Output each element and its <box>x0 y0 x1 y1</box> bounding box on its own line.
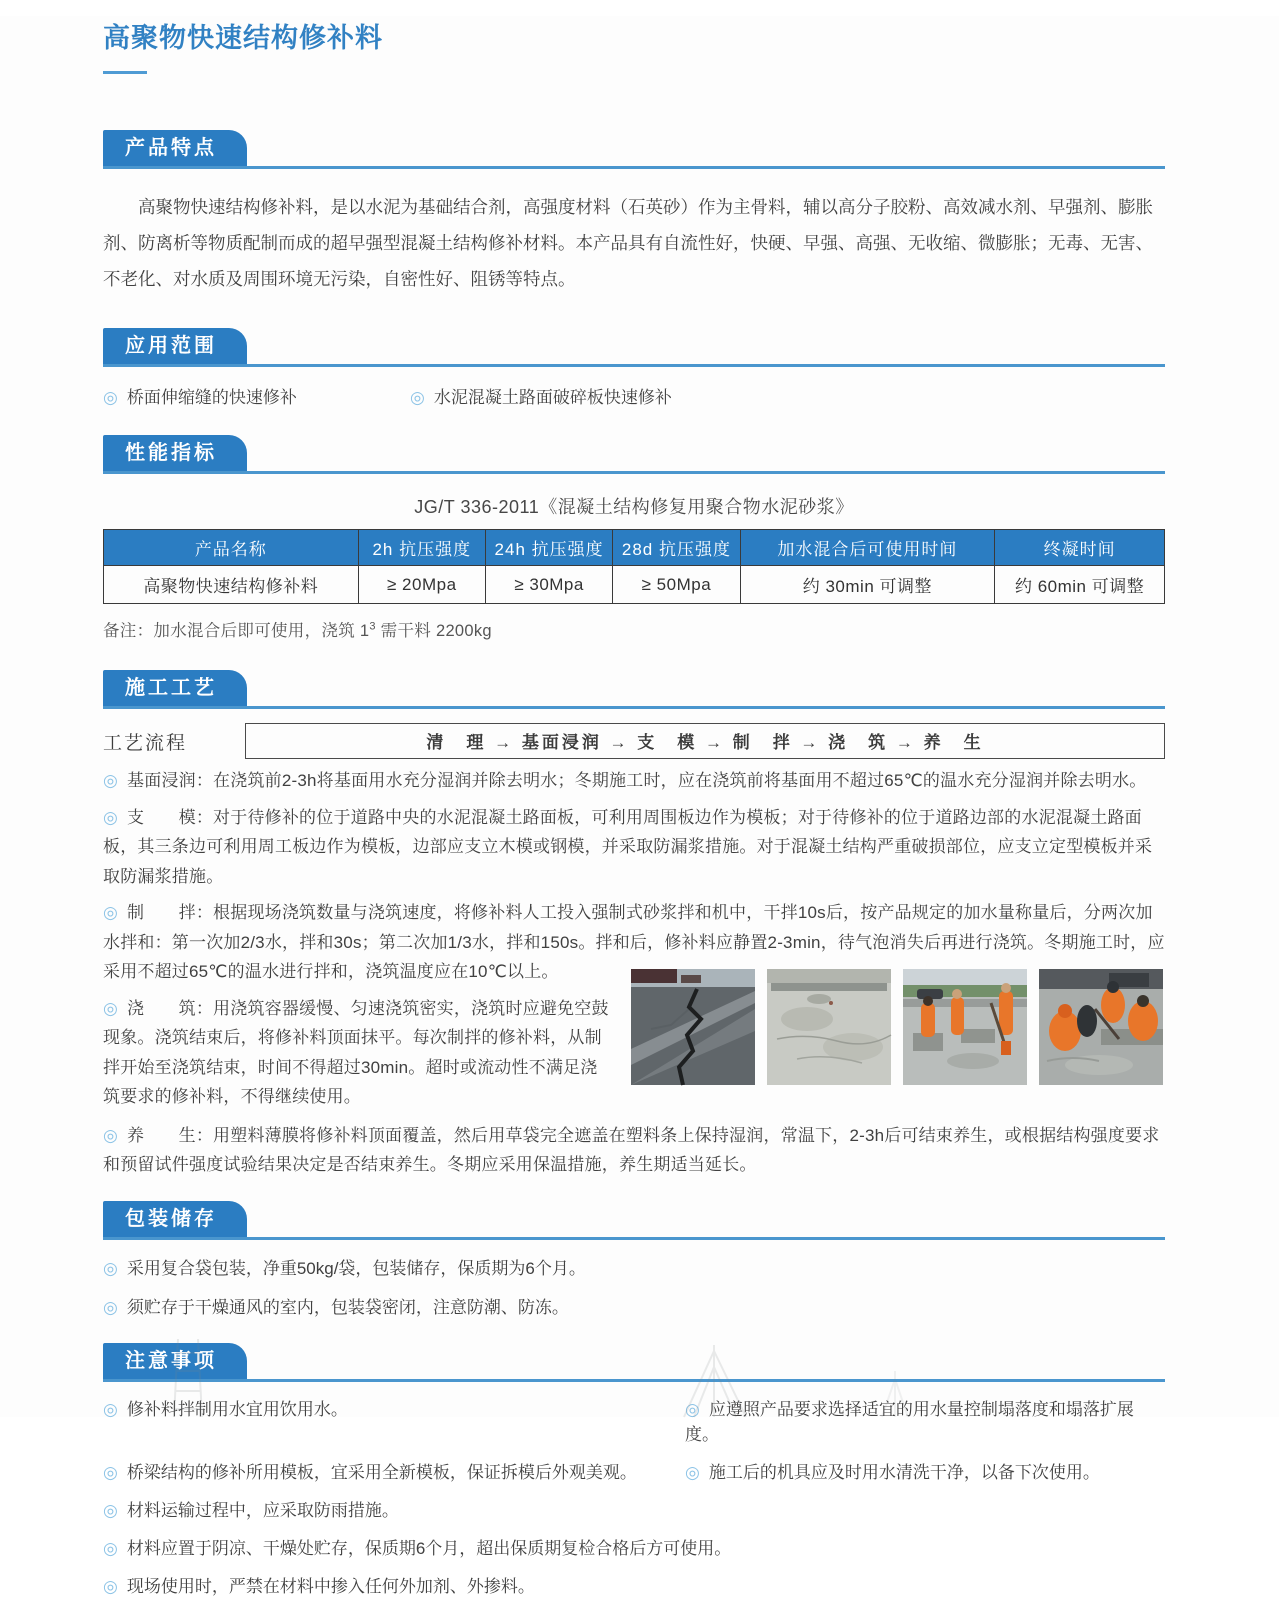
precaution-item <box>685 1458 1165 1483</box>
process-step-formwork <box>103 803 1165 892</box>
process-step-wetting <box>103 766 1165 796</box>
precaution-text: 材料运输过程中，应采取防雨措施。 <box>126 1500 399 1520</box>
photo-workers-patching-pavement <box>1039 969 1163 1085</box>
ring-bullet-icon: ◎ <box>103 771 119 790</box>
section-badge-process: 施工工艺 <box>103 670 247 706</box>
section-applications <box>103 328 1165 408</box>
process-step-curing <box>103 1121 1165 1180</box>
section-heading-bar <box>103 328 1165 367</box>
section-process <box>103 670 1165 1180</box>
section-performance <box>103 435 1165 641</box>
step-text: 支 模：对于待修补的位于道路中央的水泥混凝土路面板，可利用周围板边作为模板；对于待修补的位于道路边部的水泥混凝土路面板，其三条边可利用周工板边作为模板，边部应支立木模或钢模，并采取防漏浆措施。对于混凝土结构严重破损部位，应支立定型模板并采取防漏浆措施。 <box>103 807 1153 886</box>
ring-bullet-icon: ◎ <box>103 807 119 827</box>
flow-diagram-box: 清 理 → 基面浸润 → 支 模 → 制 拌 → 浇 筑 → 养 生 <box>245 723 1165 759</box>
section-badge-features: 产品特点 <box>103 130 247 166</box>
ring-bullet-icon: ◎ <box>103 1125 119 1145</box>
precaution-row <box>103 1534 1165 1559</box>
application-item-label: 水泥混凝土路面破碎板快速修补 <box>433 388 672 407</box>
ring-bullet-icon: ◎ <box>103 903 119 922</box>
process-flow-row <box>103 723 1165 759</box>
footnote-text: 需干料 2200kg <box>375 622 492 640</box>
ring-bullet-icon: ◎ <box>103 1258 118 1278</box>
section-badge-precautions: 注意事项 <box>103 1343 247 1379</box>
application-items <box>103 383 1165 408</box>
precaution-row <box>103 1496 1165 1521</box>
precaution-row <box>103 1395 1165 1445</box>
flow-label: 工艺流程 <box>103 732 188 754</box>
footnote-superscript: 3 <box>369 620 376 633</box>
ring-bullet-icon: ◎ <box>103 1399 118 1419</box>
ring-bullet-icon: ◎ <box>103 998 119 1018</box>
standard-reference: JG/T 336-2011《混凝土结构修复用聚合物水泥砂浆》 <box>414 497 854 517</box>
column-header-final-set-time: 终凝时间 <box>995 530 1165 566</box>
precaution-item <box>103 1572 685 1597</box>
packaging-item-text: 采用复合袋包装，净重50kg/袋，包装储存，保质期为6个月。 <box>126 1258 586 1278</box>
page-title: 高聚物快速结构修补料 <box>103 23 383 53</box>
section-badge-applications: 应用范围 <box>103 328 247 364</box>
packaging-item <box>103 1293 1165 1318</box>
column-header-2h-strength: 2h 抗压强度 <box>358 530 485 566</box>
table-header-row <box>104 530 1165 566</box>
column-header-24h-strength: 24h 抗压强度 <box>485 530 612 566</box>
column-header-usable-time: 加水混合后可使用时间 <box>740 530 995 566</box>
ring-bullet-icon: ◎ <box>103 1500 118 1520</box>
cell-24h-strength: ≥ 30Mpa <box>485 566 612 604</box>
cell-usable-time: 约 30min 可调整 <box>740 566 995 604</box>
features-paragraph: 高聚物快速结构修补料，是以水泥为基础结合剂，高强度材料（石英砂）作为主骨料，辅以高分子胶粉、高效减水剂、早强剂、膨胀剂、防离析等物质配制而成的超早强型混凝土结构修补材料。本产品具有自流性好，快硬、早强、高强、无收缩、微膨胀；无毒、无害、不老化、对水质及周围环境无污染，自密性好、阻锈等特点。 <box>103 197 1153 289</box>
precaution-row <box>103 1458 1165 1483</box>
step-text: 制 拌：根据现场浇筑数量与浇筑速度，将修补料人工投入强制式砂浆拌和机中，干拌10s后，按产品规定的加水量称量后，分两次加水拌和：第一次加2/3水，拌和30s；第二次加1/3水，拌和150s。拌和后，修补料应静置2-3min，待气泡消失后再进行浇筑。冬期施工时，应采用不超过65℃的温水进行拌和，浇筑温度应在10℃以上。 <box>103 903 1165 981</box>
step-text: 养 生：用塑料薄膜将修补料顶面覆盖，然后用草袋完全遮盖在塑料条上保持湿润，常温下，2-3h后可结束养生，或根据结构强度要求和预留试件强度试验结果决定是否结束养生。冬期应采用保温措施，养生期适当延长。 <box>103 1125 1160 1174</box>
performance-table <box>103 529 1165 604</box>
cell-final-set-time: 约 60min 可调整 <box>995 566 1165 604</box>
precaution-item <box>103 1458 685 1483</box>
footnote-text: 备注：加水混合后即可使用，浇筑 1 <box>103 622 370 640</box>
precaution-item <box>103 1496 685 1521</box>
section-features <box>103 130 1165 297</box>
precaution-text: 施工后的机具应及时用水清洗干净，以备下次使用。 <box>708 1462 1100 1482</box>
photo-road-repair-crew <box>903 969 1027 1085</box>
cell-2h-strength: ≥ 20Mpa <box>358 566 485 604</box>
section-badge-performance: 性能指标 <box>103 435 247 471</box>
cell-28d-strength: ≥ 50Mpa <box>613 566 740 604</box>
packaging-item-text: 须贮存于干燥通风的室内，包装袋密闭，注意防潮、防冻。 <box>126 1297 569 1317</box>
section-badge-packaging: 包装储存 <box>103 1201 247 1237</box>
precaution-text: 应遵照产品要求选择适宜的用水量控制塌落度和塌落扩展度。 <box>685 1399 1134 1444</box>
precaution-text: 现场使用时，严禁在材料中掺入任何外加剂、外掺料。 <box>126 1576 535 1596</box>
precaution-item <box>685 1395 1165 1445</box>
product-datasheet-page <box>0 16 1279 1596</box>
section-packaging <box>103 1201 1165 1318</box>
table-row <box>104 566 1165 604</box>
application-item-label: 桥面伸缩缝的快速修补 <box>126 388 297 407</box>
column-header-product-name: 产品名称 <box>104 530 359 566</box>
section-heading-bar <box>103 1201 1165 1240</box>
ring-bullet-icon: ◎ <box>103 388 118 407</box>
precaution-row <box>103 1572 1165 1597</box>
title-underline <box>103 71 147 74</box>
section-heading-bar <box>103 130 1165 169</box>
section-heading-bar <box>103 1343 1165 1382</box>
column-header-28d-strength: 28d 抗压强度 <box>613 530 740 566</box>
precaution-list <box>103 1395 1165 1597</box>
ring-bullet-icon: ◎ <box>103 1462 118 1482</box>
step-text: 基面浸润：在浇筑前2-3h将基面用水充分湿润并除去明水；冬期施工时，应在浇筑前将基面用不超过65℃的温水充分湿润并除去明水。 <box>127 771 1147 790</box>
cell-product-name: 高聚物快速结构修补料 <box>104 566 359 604</box>
photo-damaged-concrete-slab <box>767 969 891 1085</box>
precaution-text: 材料应置于阴凉、干燥处贮存，保质期6个月，超出保质期复检合格后方可使用。 <box>126 1538 732 1558</box>
ring-bullet-icon: ◎ <box>685 1399 700 1419</box>
precaution-item <box>103 1395 685 1445</box>
ring-bullet-icon: ◎ <box>103 1576 118 1596</box>
packaging-item <box>103 1254 1165 1279</box>
application-item <box>410 383 672 408</box>
table-footnote <box>103 617 1165 641</box>
ring-bullet-icon: ◎ <box>103 1538 118 1558</box>
precaution-text: 修补料拌制用水宜用饮用水。 <box>126 1399 348 1419</box>
application-item <box>103 383 410 408</box>
section-heading-bar <box>103 670 1165 709</box>
step-text: 浇 筑：用浇筑容器缓慢、匀速浇筑密实，浇筑时应避免空鼓现象。浇筑结束后，将修补料顶面抹平。每次制拌的修补料，从制拌开始至浇筑结束，时间不得超过30min。超时或流动性不满足浇筑要求的修补料，不得继续使用。 <box>103 998 609 1106</box>
ring-bullet-icon: ◎ <box>410 388 425 407</box>
ring-bullet-icon: ◎ <box>685 1462 700 1482</box>
section-heading-bar <box>103 435 1165 474</box>
precaution-text: 桥梁结构的修补所用模板，宜采用全新模板，保证拆模后外观美观。 <box>126 1462 637 1482</box>
photo-cracked-dark-pavement <box>631 969 755 1085</box>
ring-bullet-icon: ◎ <box>103 1297 118 1317</box>
section-precautions <box>103 1343 1165 1597</box>
site-photo-strip <box>631 969 1165 1085</box>
precaution-item <box>103 1534 1165 1559</box>
